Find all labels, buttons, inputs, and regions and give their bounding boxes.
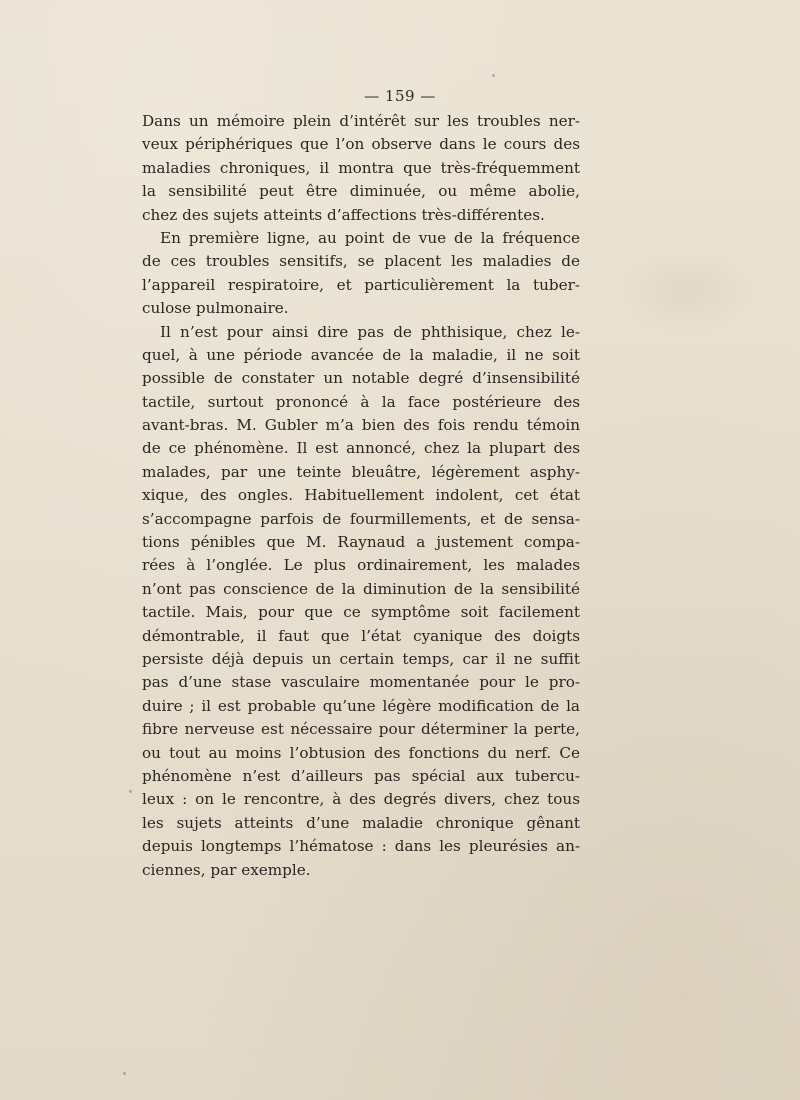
text-line: leux : on le rencontre, à des degrés divers, chez tous: [142, 790, 580, 809]
text-line: malades, par une teinte bleuâtre, légèrement asphy-: [142, 462, 580, 481]
text-line: la sensibilité peut être diminuée, ou même abolie,: [142, 182, 580, 201]
text-line: depuis longtemps l’hématose : dans les pleurésies an-: [142, 837, 580, 856]
text-line: En première ligne, au point de vue de la fréquence: [160, 228, 580, 247]
text-line: les sujets atteints d’une maladie chronique gênant: [142, 813, 580, 832]
text-line: avant-bras. M. Gubler m’a bien des fois rendu témoin: [142, 416, 580, 435]
paper-speck: [492, 74, 495, 77]
page-number: — 159 —: [364, 87, 436, 105]
text-line: ciennes, par exemple.: [142, 860, 311, 879]
text-line: xique, des ongles. Habituellement indolent, cet état: [142, 486, 580, 505]
text-line: ou tout au moins l’obtusion des fonctions du nerf. Ce: [142, 743, 580, 762]
text-line: rées à l’onglée. Le plus ordinairement, les malades: [142, 556, 580, 575]
text-line: fibre nerveuse est nécessaire pour déterminer la perte,: [142, 720, 580, 739]
text-line: possible de constater un notable degré d’insensibilité: [142, 369, 580, 388]
text-line: veux périphériques que l’on observe dans le cours des: [142, 135, 580, 154]
text-line: chez des sujets atteints d’affections très-différentes.: [142, 205, 545, 224]
text-line: n’ont pas conscience de la diminution de la sensibilité: [142, 579, 580, 598]
text-line: quel, à une période avancée de la maladie, il ne soit: [142, 345, 580, 364]
text-line: tactile. Mais, pour que ce symptôme soit facilement: [142, 603, 580, 622]
paragraph-1: [142, 110, 580, 227]
text-line: duire ; il est probable qu’une légère modification de la: [142, 696, 580, 715]
text-line: tactile, surtout prononcé à la face postérieure des: [142, 392, 580, 411]
paragraph-3: [142, 321, 580, 882]
paper-speck: [129, 790, 132, 793]
text-line: pas d’une stase vasculaire momentanée pour le pro-: [142, 673, 580, 692]
text-line: l’appareil respiratoire, et particulièrement la tuber-: [142, 275, 580, 294]
text-line: culose pulmonaire.: [142, 299, 289, 318]
text-line: maladies chroniques, il montra que très-fréquemment: [142, 158, 580, 177]
text-line: Dans un mémoire plein d’intérêt sur les troubles ner-: [142, 112, 580, 130]
paper-speck: [123, 1072, 126, 1075]
paragraph-2: [142, 227, 580, 321]
text-line: persiste déjà depuis un certain temps, car il ne suffit: [142, 649, 580, 668]
text-line: tions pénibles que M. Raynaud a justement compa-: [142, 533, 580, 552]
text-line: phénomène n’est d’ailleurs pas spécial aux tubercu-: [142, 766, 580, 785]
text-line: démontrable, il faut que l’état cyanique des doigts: [142, 626, 580, 645]
show-through-text: [612, 245, 762, 335]
body-text: [142, 110, 580, 882]
text-line: s’accompagne parfois de fourmillements, et de sensa-: [142, 509, 580, 528]
text-line: Il n’est pour ainsi dire pas de phthisique, chez le-: [160, 322, 580, 341]
text-line: de ces troubles sensitifs, se placent les maladies de: [142, 252, 580, 271]
text-line: de ce phénomène. Il est annoncé, chez la plupart des: [142, 439, 580, 458]
